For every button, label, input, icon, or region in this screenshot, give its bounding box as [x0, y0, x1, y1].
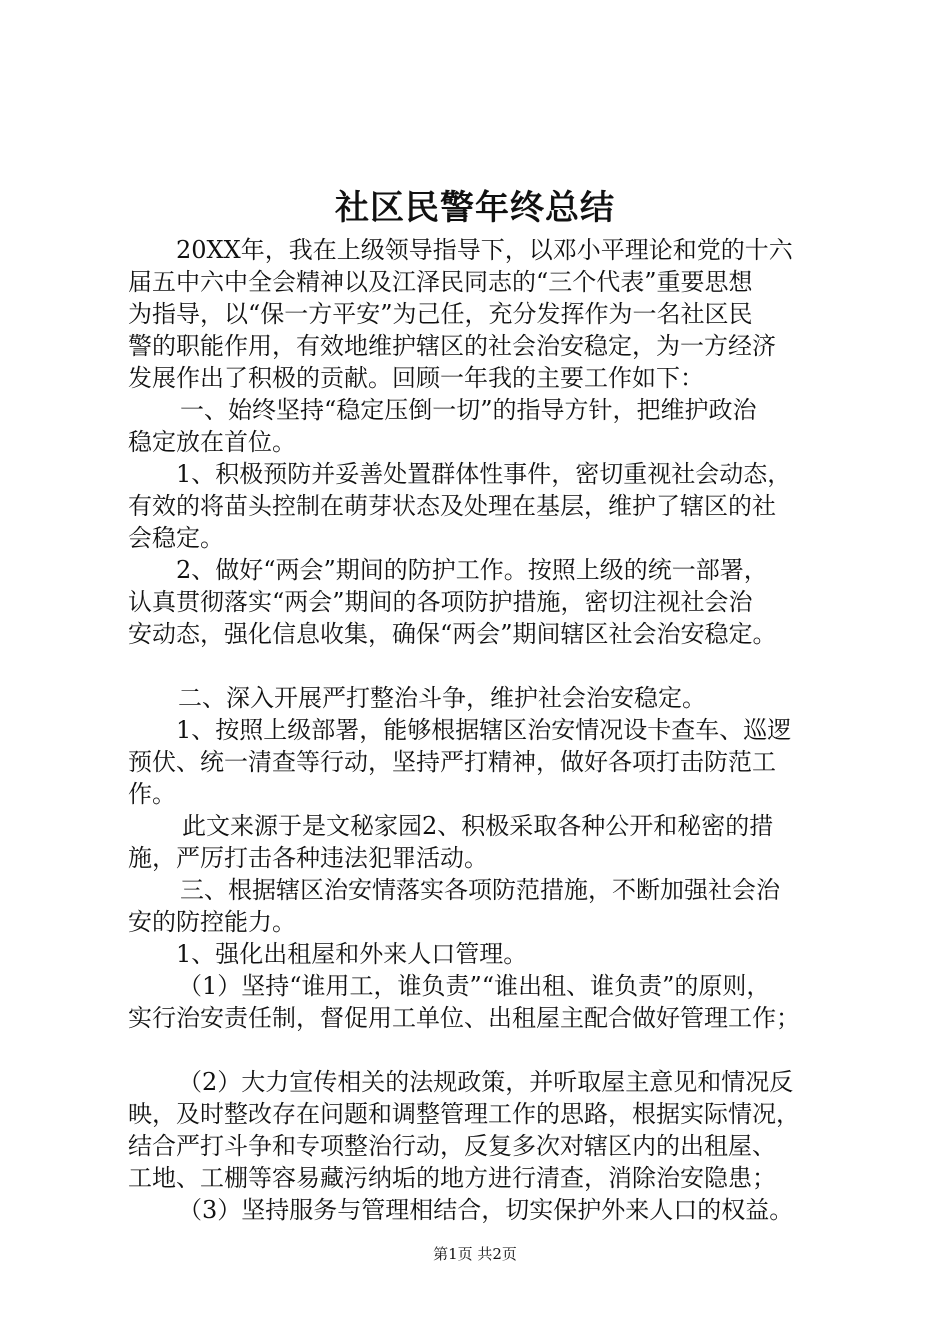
- text-line: （3）坚持服务与管理相结合，切实保护外来人口的权益。: [178, 1196, 794, 1224]
- text-line: 认真贯彻落实“两会”期间的各项防护措施，密切注视社会治: [128, 588, 753, 616]
- page-footer: 第1页 共2页: [433, 1245, 517, 1263]
- paragraph-section-1: [128, 394, 850, 458]
- text-line: 2、做好“两会”期间的防护工作。按照上级的统一部署，: [176, 556, 768, 584]
- text-line: （2）大力宣传相关的法规政策，并听取屋主意见和情况反: [178, 1068, 794, 1096]
- text-line: 安动态，强化信息收集，确保“两会”期间辖区社会治安稳定。: [128, 620, 777, 648]
- paragraph-section-2: [128, 682, 850, 714]
- paragraph-subitem-3: [128, 1194, 850, 1226]
- text-line: 三、根据辖区治安情落实各项防范措施，不断加强社会治: [180, 876, 780, 904]
- paragraph-item-2-2: [128, 810, 850, 874]
- paragraph-subitem-1: [128, 970, 850, 1034]
- text-line: 预伏、统一清查等行动，坚持严打精神，做好各项打击防范工: [128, 748, 776, 776]
- text-line: 警的职能作用，有效地维护辖区的社会治安稳定，为一方经济: [128, 332, 776, 360]
- paragraph-item-1-1: [128, 458, 850, 554]
- text-line: 工地、工棚等容易藏污纳垢的地方进行清查，消除治安隐患；: [128, 1164, 776, 1192]
- paragraph-gap: [128, 1034, 850, 1066]
- paragraph-gap: [128, 650, 850, 682]
- text-line: 会稳定。: [128, 524, 224, 552]
- text-line: 二、深入开展严打整治斗争，维护社会治安稳定。: [178, 684, 706, 712]
- text-line: 届五中六中全会精神以及江泽民同志的“三个代表”重要思想: [128, 268, 753, 296]
- paragraph-item-3-1: [128, 938, 850, 970]
- paragraph-intro: [128, 234, 850, 394]
- paragraph-item-2-1: [128, 714, 850, 810]
- text-line: 作。: [128, 780, 176, 808]
- text-line: 稳定放在首位。: [128, 428, 296, 456]
- text-line: 映，及时整改存在问题和调整管理工作的思路，根据实际情况，: [128, 1100, 800, 1128]
- text-line: 1、按照上级部署，能够根据辖区治安情况设卡查车、巡逻: [176, 716, 792, 744]
- text-line: 此文来源于是文秘家园2、积极采取各种公开和秘密的措: [182, 812, 774, 840]
- document-body: [128, 234, 850, 1226]
- text-line: 发展作出了积极的贡献。回顾一年我的主要工作如下：: [128, 364, 704, 392]
- text-line: 一、始终坚持“稳定压倒一切”的指导方针，把维护政治: [180, 396, 757, 424]
- text-line: 实行治安责任制，督促用工单位、出租屋主配合做好管理工作；: [128, 1004, 800, 1032]
- text-line: 结合严打斗争和专项整治行动，反复多次对辖区内的出租屋、: [128, 1132, 776, 1160]
- text-line: （1）坚持“谁用工，谁负责”“谁出租、谁负责”的原则，: [178, 972, 771, 1000]
- paragraph-item-1-2: [128, 554, 850, 650]
- text-line: 为指导，以“保一方平安”为己任，充分发挥作为一名社区民: [128, 300, 753, 328]
- text-line: 施，严厉打击各种违法犯罪活动。: [128, 844, 488, 872]
- text-line: 20XX年，我在上级领导指导下，以邓小平理论和党的十六: [176, 236, 793, 264]
- paragraph-subitem-2: [128, 1066, 850, 1194]
- paragraph-section-3: [128, 874, 850, 938]
- text-line: 1、积极预防并妥善处置群体性事件，密切重视社会动态，: [176, 460, 792, 488]
- document-title: 社区民警年终总结: [335, 188, 615, 228]
- text-line: 1、强化出租屋和外来人口管理。: [176, 940, 528, 968]
- text-line: 安的防控能力。: [128, 908, 296, 936]
- text-line: 有效的将苗头控制在萌芽状态及处理在基层，维护了辖区的社: [128, 492, 776, 520]
